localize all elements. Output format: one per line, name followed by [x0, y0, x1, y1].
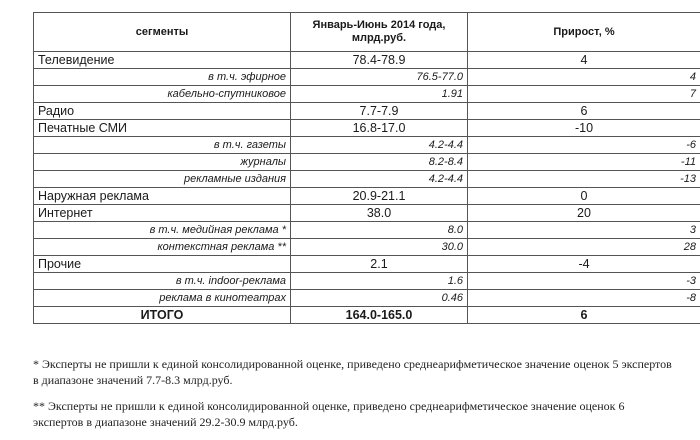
value-cell: 4.2-4.4 [291, 137, 468, 154]
growth-cell: 7 [468, 86, 700, 103]
table-row [34, 205, 700, 222]
segment-cell: журналы [34, 154, 291, 171]
growth-cell: 3 [468, 222, 700, 239]
segment-cell: контекстная реклама ** [34, 239, 291, 256]
table-row [34, 120, 700, 137]
value-cell: 7.7-7.9 [291, 103, 468, 120]
value-cell: 1.6 [291, 273, 468, 290]
table-subrow [34, 154, 700, 171]
segment-cell: кабельно-спутниковое [34, 86, 291, 103]
growth-cell: -10 [468, 120, 700, 137]
growth-cell: 6 [468, 103, 700, 120]
growth-cell: 0 [468, 188, 700, 205]
segment-cell: Прочие [34, 256, 291, 273]
table-subrow [34, 137, 700, 154]
segment-cell: в т.ч. медийная реклама * [34, 222, 291, 239]
segment-cell: рекламные издания [34, 171, 291, 188]
growth-cell: -3 [468, 273, 700, 290]
header-period: Январь-Июнь 2014 года, млрд.руб. [291, 13, 468, 52]
table-row [34, 188, 700, 205]
value-cell: 8.0 [291, 222, 468, 239]
growth-cell: 28 [468, 239, 700, 256]
footnote-1: * Эксперты не пришли к единой консолидированной оценке, приведено среднеарифметическое значение оценок 5 экспертов в диапазоне значений 7.7-8.3 млрд.руб. [33, 357, 672, 387]
total-row [34, 307, 700, 324]
header-segment: сегменты [34, 13, 291, 52]
value-cell: 164.0-165.0 [291, 307, 468, 324]
segment-cell: Интернет [34, 205, 291, 222]
growth-cell: -6 [468, 137, 700, 154]
table-row [34, 103, 700, 120]
table-subrow [34, 86, 700, 103]
footnotes [33, 356, 673, 440]
segment-cell: Радио [34, 103, 291, 120]
segment-cell: в т.ч. газеты [34, 137, 291, 154]
value-cell: 76.5-77.0 [291, 69, 468, 86]
value-cell: 2.1 [291, 256, 468, 273]
segment-cell: Печатные СМИ [34, 120, 291, 137]
table-row [34, 52, 700, 69]
table-subrow [34, 222, 700, 239]
growth-cell: -11 [468, 154, 700, 171]
table-subrow [34, 290, 700, 307]
segment-cell: Телевидение [34, 52, 291, 69]
table-header-row [34, 13, 700, 52]
segment-cell: Наружная реклама [34, 188, 291, 205]
header-growth: Прирост, % [468, 13, 700, 52]
table-subrow [34, 69, 700, 86]
table-subrow [34, 171, 700, 188]
value-cell: 78.4-78.9 [291, 52, 468, 69]
table-subrow [34, 273, 700, 290]
segment-cell: в т.ч. эфирное [34, 69, 291, 86]
growth-cell: 6 [468, 307, 700, 324]
growth-cell: -4 [468, 256, 700, 273]
growth-cell: -13 [468, 171, 700, 188]
growth-cell: 4 [468, 52, 700, 69]
growth-cell: -8 [468, 290, 700, 307]
value-cell: 1.91 [291, 86, 468, 103]
segment-cell: в т.ч. indoor-реклама [34, 273, 291, 290]
segment-cell: реклама в кинотеатрах [34, 290, 291, 307]
value-cell: 16.8-17.0 [291, 120, 468, 137]
growth-cell: 4 [468, 69, 700, 86]
growth-cell: 20 [468, 205, 700, 222]
value-cell: 4.2-4.4 [291, 171, 468, 188]
value-cell: 8.2-8.4 [291, 154, 468, 171]
value-cell: 30.0 [291, 239, 468, 256]
table-row [34, 256, 700, 273]
value-cell: 20.9-21.1 [291, 188, 468, 205]
ad-market-table [33, 12, 700, 324]
value-cell: 38.0 [291, 205, 468, 222]
table-subrow [34, 239, 700, 256]
footnote-2: ** Эксперты не пришли к единой консолидированной оценке, приведено среднеарифметическое значение оценок 6 экспертов в диапазоне значений 29.2-30.9 млрд.руб. [33, 399, 625, 429]
segment-cell: ИТОГО [34, 307, 291, 324]
value-cell: 0.46 [291, 290, 468, 307]
